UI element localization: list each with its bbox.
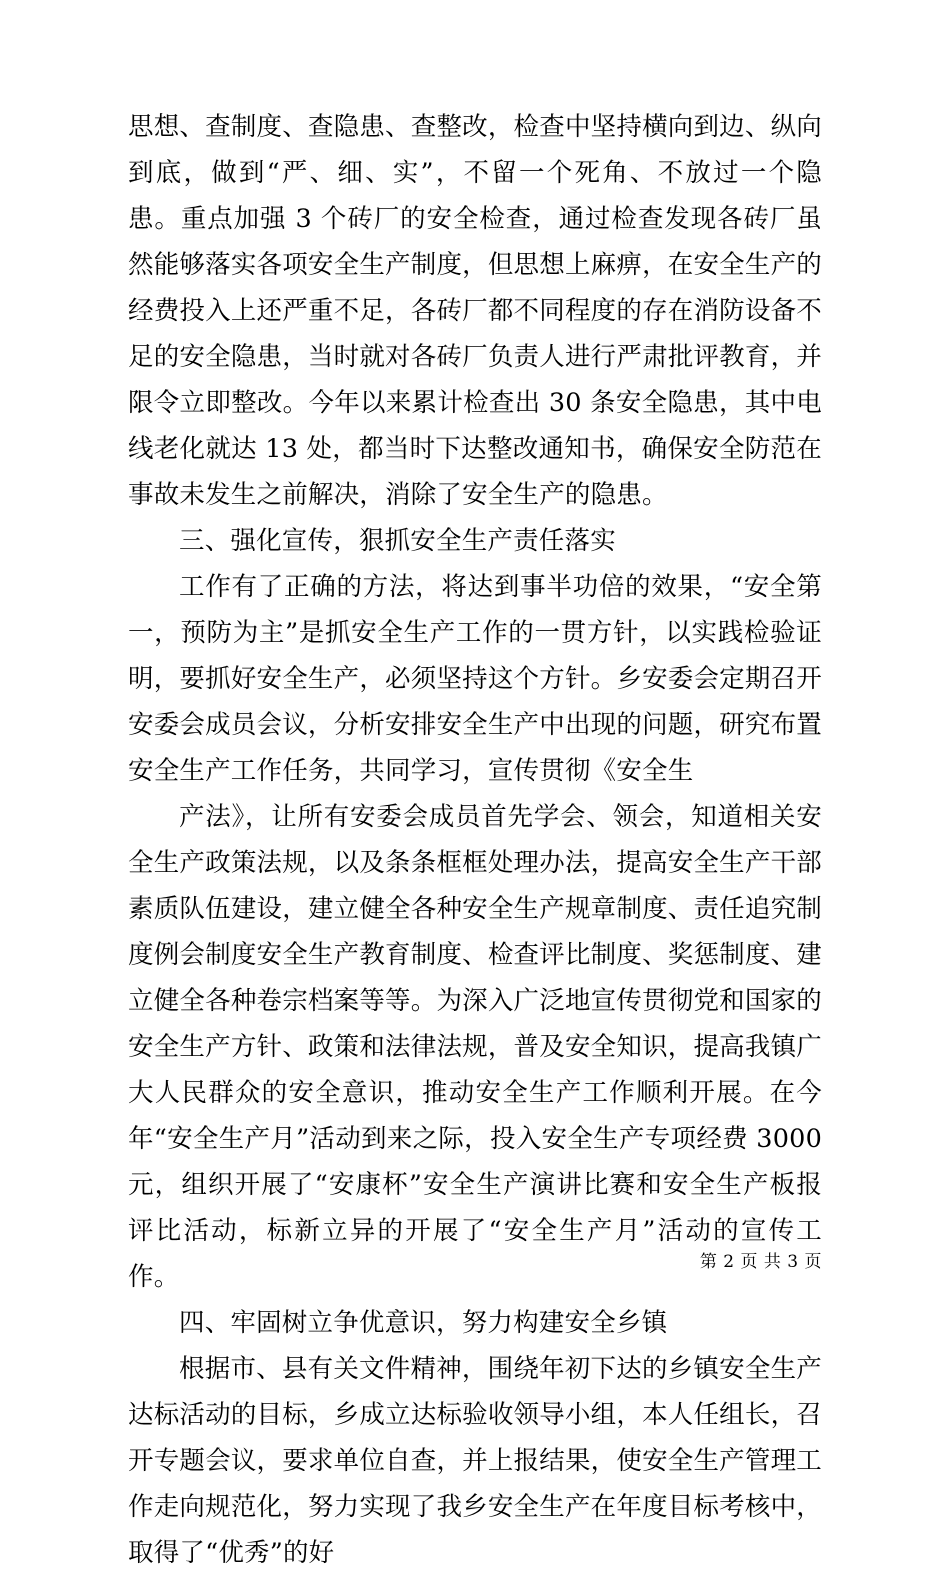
paragraph-heading-four: 四、牢固树立争优意识，努力构建安全乡镇 bbox=[179, 1308, 668, 1338]
paragraph: 产法》，让所有安委会成员首先学会、领会，知道相关安全生产政策法规，以及条条框框处理办法，提高安全生产干部素质队伍建设，建立健全各种安全生产规章制度、责任追究制度例会制度安全生产教育制度、检查评比制度、奖惩制度、建立健全各种卷宗档案等等。为深入广泛地宣传贯彻党和国家的安全生产方针、政策和法律法规，普及安全知识，提高我镇广大人民群众的安全意识，推动安全生产工作顺利开展。在今年“安全生产月”活动到来之际，投入安全生产专项经费 3000 元，组织开展了“安康杯”安全生产演讲比赛和安全生产板报评比活动，标新立异的开展了“安全生产月”活动的宣传工作。 bbox=[128, 802, 822, 1292]
page-footer: 第 2 页 共 3 页 bbox=[699, 1252, 822, 1272]
paragraph: 工作有了正确的方法，将达到事半功倍的效果，“安全第一，预防为主”是抓安全生产工作的一贯方针，以实践检验证明，要抓好安全生产，必须坚持这个方针。乡安委会定期召开安委会成员会议，分析安排安全生产中出现的问题，研究布置安全生产工作任务，共同学习，宣传贯彻《安全生 bbox=[128, 572, 822, 786]
document-body bbox=[128, 104, 822, 1576]
paragraph: 思想、查制度、查隐患、查整改，检查中坚持横向到边、纵向到底，做到“严、细、实”，不留一个死角、不放过一个隐患。重点加强 3 个砖厂的安全检查，通过检查发现各砖厂虽然能够落实各项安全生产制度，但思想上麻痹，在安全生产的经费投入上还严重不足，各砖厂都不同程度的存在消防设备不足的安全隐患，当时就对各砖厂负责人进行严肃批评教育，并限令立即整改。今年以来累计检查出 30 条安全隐患，其中电线老化就达 13 处，都当时下达整改通知书，确保安全防范在事故未发生之前解决，消除了安全生产的隐患。 bbox=[128, 112, 822, 510]
paragraph: 根据市、县有关文件精神，围绕年初下达的乡镇安全生产达标活动的目标，乡成立达标验收领导小组，本人任组长，召开专题会议，要求单位自查，并上报结果，使安全生产管理工作走向规范化，努力实现了我乡安全生产在年度目标考核中，取得了“优秀”的好 bbox=[128, 1354, 822, 1568]
paragraph-heading-three: 三、强化宣传，狠抓安全生产责任落实 bbox=[179, 526, 616, 556]
